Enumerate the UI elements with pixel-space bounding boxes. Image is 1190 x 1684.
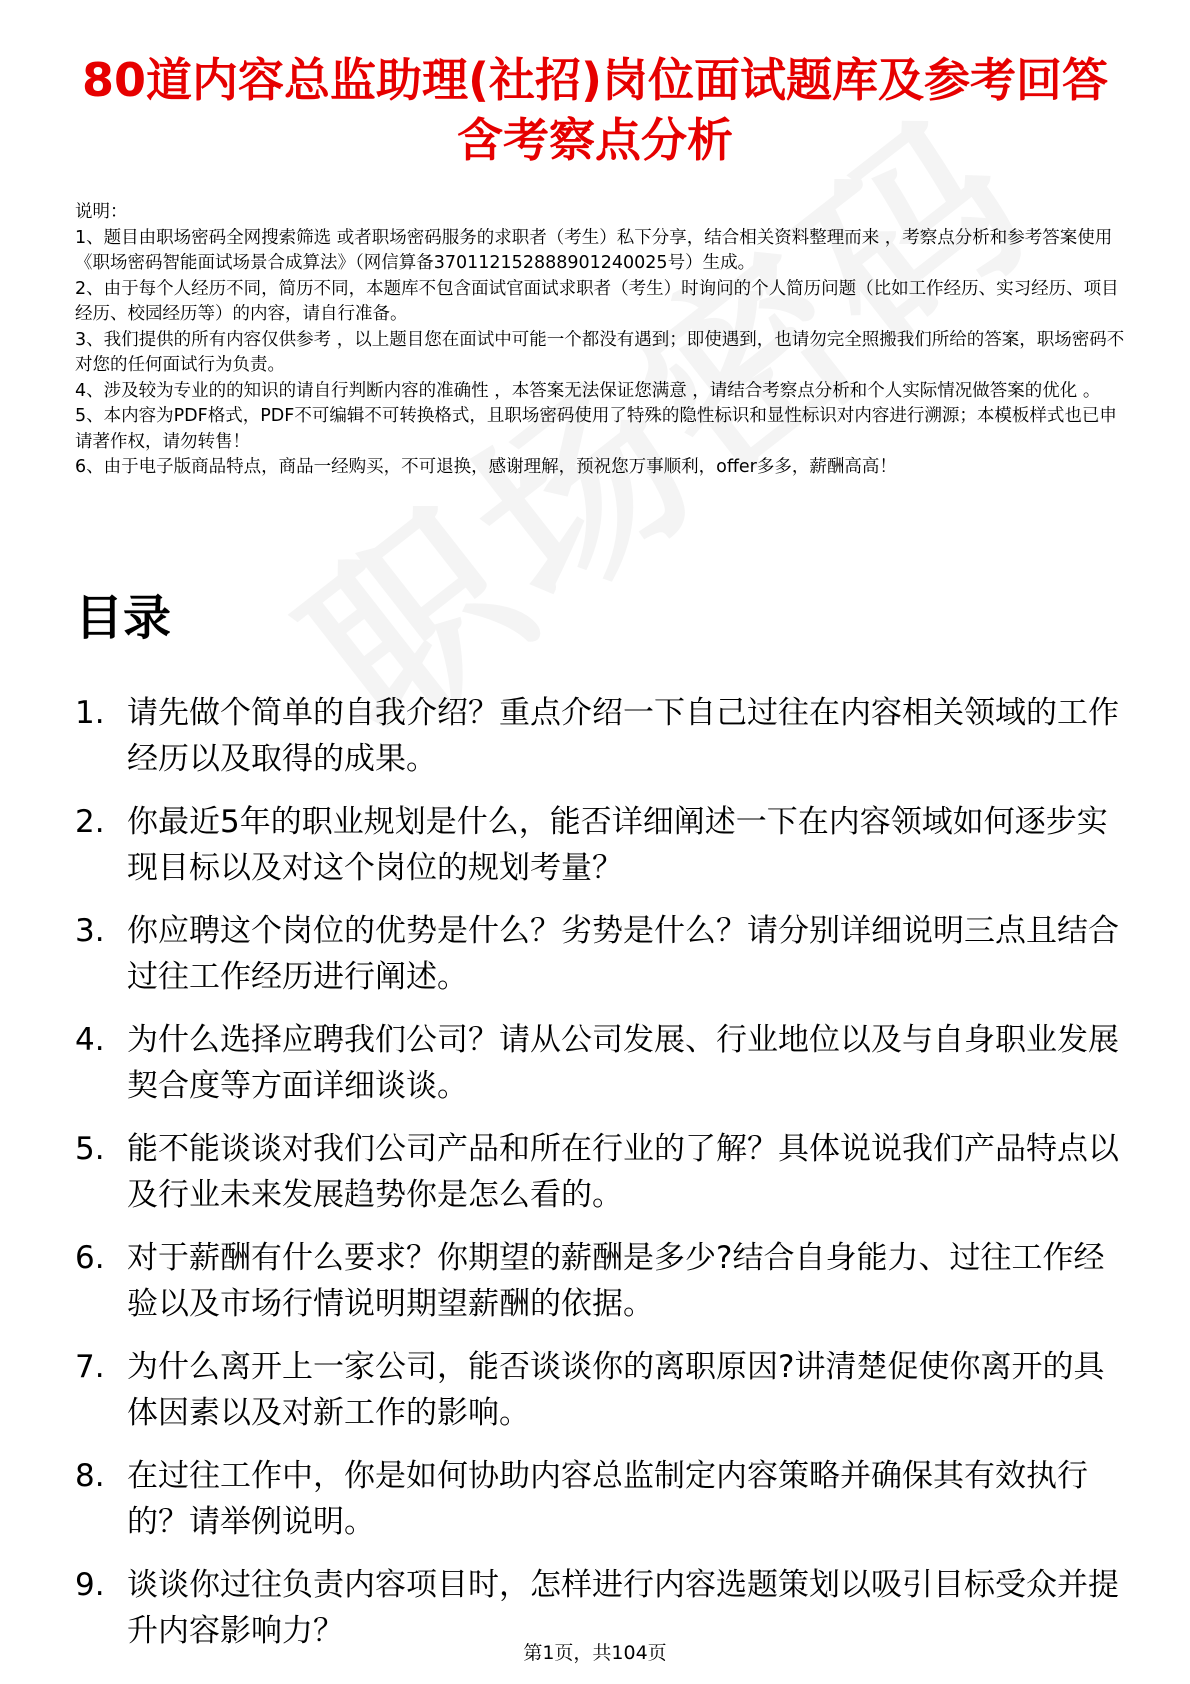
toc-item-text: 在过往工作中，你是如何协助内容总监制定内容策略并确保其有效执行的？请举例说明。 [127, 1458, 1088, 1540]
toc-item[interactable] [75, 1453, 1135, 1545]
toc-item-text: 请先做个简单的自我介绍？重点介绍一下自己过往在内容相关领域的工作经历以及取得的成果。 [127, 695, 1119, 777]
toc-item-number: 9. [75, 1567, 105, 1603]
toc-heading: 目录 [75, 590, 172, 646]
toc-item[interactable] [75, 1235, 1135, 1327]
note-item-1: 1、题目由职场密码全网搜索筛选 或者职场密码服务的求职者（考生）私下分享，结合相关资料整理而来 ，考察点分析和参考答案使用《职场密码智能面试场景合成算法》（网信算备370112152888901240025号）生成。 [75, 227, 1113, 273]
toc-item-text: 为什么选择应聘我们公司？请从公司发展、行业地位以及与自身职业发展契合度等方面详细谈谈。 [127, 1022, 1119, 1104]
toc-item-text: 能不能谈谈对我们公司产品和所在行业的了解？具体说说我们产品特点以及行业未来发展趋势你是怎么看的。 [127, 1131, 1119, 1213]
toc-item-number: 2. [75, 804, 105, 840]
toc-item-number: 7. [75, 1349, 105, 1385]
note-item-5: 5、本内容为PDF格式，PDF不可编辑不可转换格式，且职场密码使用了特殊的隐性标识和显性标识对内容进行溯源；本模板样式也已申请著作权，请勿转售！ [75, 406, 1117, 452]
toc-item[interactable] [75, 1126, 1135, 1218]
note-item-6: 6、由于电子版商品特点，商品一经购买，不可退换，感谢理解，预祝您万事顺利，offer多多，薪酬高高！ [75, 457, 897, 477]
page-footer: 第1页，共104页 [523, 1642, 667, 1664]
toc-item-number: 1. [75, 695, 105, 731]
notes-section [75, 200, 1125, 481]
toc-item-text: 你应聘这个岗位的优势是什么？劣势是什么？请分别详细说明三点且结合过往工作经历进行阐述。 [127, 913, 1119, 995]
note-item-4: 4、涉及较为专业的的知识的请自行判断内容的准确性 ，本答案无法保证您满意 ，请结合考察点分析和个人实际情况做答案的优化 。 [75, 380, 1101, 401]
page-title: 80道内容总监助理(社招)岗位面试题库及参考回答含考察点分析 [81, 53, 1109, 167]
toc-item[interactable] [75, 690, 1135, 782]
toc-item-number: 6. [75, 1240, 105, 1276]
toc-item[interactable] [75, 908, 1135, 1000]
toc-item-text: 你最近5年的职业规划是什么，能否详细阐述一下在内容领域如何逐步实现目标以及对这个岗位的规划考量？ [127, 804, 1108, 886]
note-item-2: 2、由于每个人经历不同，简历不同，本题库不包含面试官面试求职者（考生）时询问的个人简历问题（比如工作经历、实习经历、项目经历、校园经历等）的内容，请自行准备。 [75, 278, 1119, 324]
toc-item-text: 为什么离开上一家公司，能否谈谈你的离职原因?讲清楚促使你离开的具体因素以及对新工作的影响。 [127, 1349, 1105, 1431]
note-item-3: 3、我们提供的所有内容仅供参考 ，以上题目您在面试中可能一个都没有遇到；即使遇到，也请勿完全照搬我们所给的答案，职场密码不对您的任何面试行为负责。 [75, 329, 1125, 375]
toc-item-text: 对于薪酬有什么要求？你期望的薪酬是多少?结合自身能力、过往工作经验以及市场行情说明期望薪酬的依据。 [127, 1240, 1105, 1322]
toc-item-number: 8. [75, 1458, 105, 1494]
toc-item-number: 3. [75, 913, 105, 949]
toc-item[interactable] [75, 1017, 1135, 1109]
toc-list [75, 690, 1135, 1671]
toc-item-text: 谈谈你过往负责内容项目时，怎样进行内容选题策划以吸引目标受众并提升内容影响力？ [127, 1567, 1119, 1649]
toc-item-number: 4. [75, 1022, 105, 1058]
toc-item[interactable] [75, 1344, 1135, 1436]
notes-heading: 说明： [75, 202, 128, 222]
toc-item[interactable] [75, 799, 1135, 891]
toc-item-number: 5. [75, 1131, 105, 1167]
